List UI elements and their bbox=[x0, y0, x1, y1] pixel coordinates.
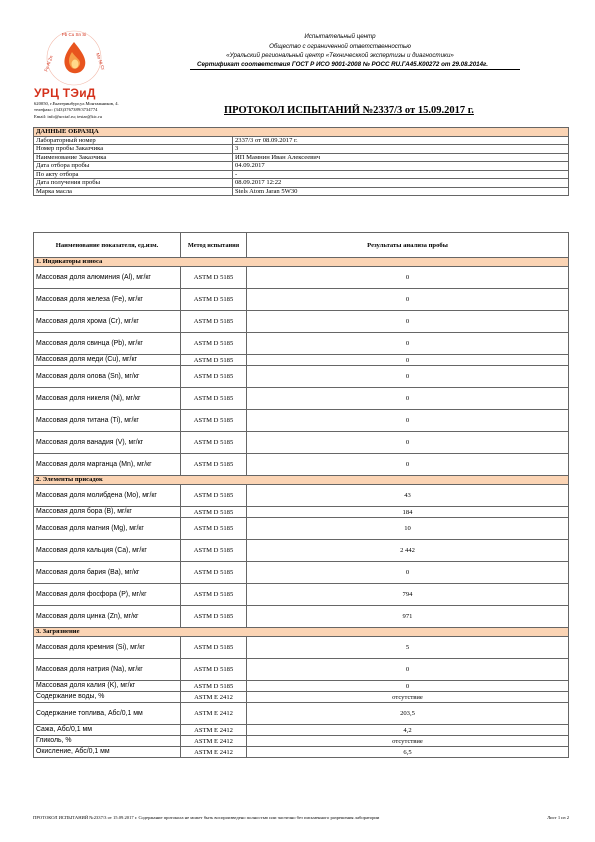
sample-row bbox=[34, 136, 569, 145]
test-method: ASTM D 5185 bbox=[181, 637, 247, 659]
header-certificate: Сертификат соответствия ГОСТ Р ИСО 9001-2008 № РОСС RU.ГА45.К00272 от 29.08.2014г. bbox=[197, 61, 488, 68]
sample-row bbox=[34, 170, 569, 179]
company-phone: телефакс: (343)3767389/3734774 bbox=[34, 107, 98, 113]
section-row bbox=[34, 258, 569, 267]
test-method: ASTM D 5185 bbox=[181, 355, 247, 366]
test-result: 794 bbox=[247, 584, 569, 606]
sample-value: ИП Мамнин Иван Алексеевич bbox=[233, 153, 569, 162]
result-row bbox=[34, 333, 569, 355]
indicator-name: Содержание топлива, Абс/0,1 мм bbox=[34, 703, 181, 725]
test-result: 0 bbox=[247, 355, 569, 366]
indicator-name: Массовая доля никеля (Ni), мг/кг bbox=[34, 388, 181, 410]
result-row bbox=[34, 681, 569, 692]
result-row bbox=[34, 736, 569, 747]
results-header-row bbox=[34, 233, 569, 258]
test-result: 4,2 bbox=[247, 725, 569, 736]
test-method: ASTM D 5185 bbox=[181, 454, 247, 476]
test-result: 971 bbox=[247, 606, 569, 628]
indicator-name: Массовая доля молибдена (Mo), мг/кг bbox=[34, 485, 181, 507]
company-contacts bbox=[34, 101, 164, 120]
test-method: ASTM E 2412 bbox=[181, 747, 247, 758]
svg-text:Mo Ni Cr: Mo Ni Cr bbox=[95, 52, 106, 71]
test-method: ASTM D 5185 bbox=[181, 410, 247, 432]
indicator-name: Массовая доля бора (B), мг/кг bbox=[34, 507, 181, 518]
test-method: ASTM D 5185 bbox=[181, 584, 247, 606]
sample-row bbox=[34, 187, 569, 196]
sample-value: 3 bbox=[233, 145, 569, 154]
sample-value: 2337/3 от 08.09.2017 г. bbox=[233, 136, 569, 145]
test-result: 0 bbox=[247, 659, 569, 681]
result-row bbox=[34, 692, 569, 703]
section-title: 3. Загрязнение bbox=[34, 628, 569, 637]
column-header-name: Наименование показателя, ед.изм. bbox=[34, 233, 181, 258]
results-body bbox=[34, 258, 569, 758]
result-row bbox=[34, 562, 569, 584]
test-result: 0 bbox=[247, 432, 569, 454]
column-header-method: Метод испытания bbox=[181, 233, 247, 258]
sample-label: Номер пробы Заказчика bbox=[34, 145, 233, 154]
test-method: ASTM D 5185 bbox=[181, 267, 247, 289]
result-row bbox=[34, 584, 569, 606]
indicator-name: Массовая доля хрома (Cr), мг/кг bbox=[34, 311, 181, 333]
sample-value: - bbox=[233, 170, 569, 179]
sample-value: Stels Atom Jaran 5W30 bbox=[233, 187, 569, 196]
sample-label: Лабораторный номер bbox=[34, 136, 233, 145]
result-row bbox=[34, 355, 569, 366]
test-result: 0 bbox=[247, 410, 569, 432]
test-result: 0 bbox=[247, 388, 569, 410]
result-row bbox=[34, 432, 569, 454]
test-result: 0 bbox=[247, 562, 569, 584]
result-row bbox=[34, 507, 569, 518]
result-row bbox=[34, 540, 569, 562]
indicator-name: Массовая доля меди (Cu), мг/кг bbox=[34, 355, 181, 366]
sample-data-heading: ДАННЫЕ ОБРАЗЦА bbox=[34, 128, 569, 137]
logo-brand-text: УРЦ ТЭиД bbox=[34, 86, 96, 100]
indicator-name: Массовая доля цинка (Zn), мг/кг bbox=[34, 606, 181, 628]
sample-label: Наименование Заказчика bbox=[34, 153, 233, 162]
test-method: ASTM D 5185 bbox=[181, 681, 247, 692]
sample-value: 04.09.2017 bbox=[233, 162, 569, 171]
test-result: 184 bbox=[247, 507, 569, 518]
result-row bbox=[34, 485, 569, 507]
test-method: ASTM D 5185 bbox=[181, 562, 247, 584]
section-row bbox=[34, 476, 569, 485]
result-row bbox=[34, 388, 569, 410]
results-table bbox=[33, 232, 569, 758]
test-method: ASTM D 5185 bbox=[181, 289, 247, 311]
test-method: ASTM D 5185 bbox=[181, 432, 247, 454]
indicator-name: Массовая доля магния (Mg), мг/кг bbox=[34, 518, 181, 540]
result-row bbox=[34, 267, 569, 289]
indicator-name: Гликоль, % bbox=[34, 736, 181, 747]
test-result: 203,5 bbox=[247, 703, 569, 725]
indicator-name: Массовая доля марганца (Mn), мг/кг bbox=[34, 454, 181, 476]
test-method: ASTM D 5185 bbox=[181, 333, 247, 355]
result-row bbox=[34, 366, 569, 388]
indicator-name: Массовая доля кремния (Si), мг/кг bbox=[34, 637, 181, 659]
header-divider bbox=[190, 69, 520, 70]
result-row bbox=[34, 454, 569, 476]
section-title: 2. Элементы присадок bbox=[34, 476, 569, 485]
section-title: 1. Индикаторы износа bbox=[34, 258, 569, 267]
sample-row bbox=[34, 162, 569, 171]
indicator-name: Массовая доля калия (K), мг/кг bbox=[34, 681, 181, 692]
test-result: 0 bbox=[247, 333, 569, 355]
result-row bbox=[34, 410, 569, 432]
indicator-name: Массовая доля фосфора (P), мг/кг bbox=[34, 584, 181, 606]
indicator-name: Массовая доля натрия (Na), мг/кг bbox=[34, 659, 181, 681]
test-method: ASTM D 5185 bbox=[181, 485, 247, 507]
test-result: 0 bbox=[247, 289, 569, 311]
test-method: ASTM D 5185 bbox=[181, 518, 247, 540]
footer bbox=[33, 815, 569, 820]
result-row bbox=[34, 289, 569, 311]
indicator-name: Массовая доля бария (Ba), мг/кг bbox=[34, 562, 181, 584]
test-result: 0 bbox=[247, 311, 569, 333]
result-row bbox=[34, 725, 569, 736]
test-method: ASTM D 5185 bbox=[181, 366, 247, 388]
test-method: ASTM D 5185 bbox=[181, 540, 247, 562]
test-result: 2 442 bbox=[247, 540, 569, 562]
result-row bbox=[34, 311, 569, 333]
result-row bbox=[34, 703, 569, 725]
test-result: 6,5 bbox=[247, 747, 569, 758]
company-address: 620050, г.Екатеринбург,ул.Монтажников, 4. bbox=[34, 101, 119, 106]
sample-row bbox=[34, 179, 569, 188]
result-row bbox=[34, 518, 569, 540]
indicator-name: Массовая доля железа (Fe), мг/кг bbox=[34, 289, 181, 311]
test-result: 0 bbox=[247, 681, 569, 692]
test-method: ASTM D 5185 bbox=[181, 388, 247, 410]
result-row bbox=[34, 747, 569, 758]
result-row bbox=[34, 606, 569, 628]
svg-text:Fe Al Zn: Fe Al Zn bbox=[43, 54, 54, 73]
test-method: ASTM E 2412 bbox=[181, 692, 247, 703]
indicator-name: Массовая доля кальция (Ca), мг/кг bbox=[34, 540, 181, 562]
sample-data-table bbox=[33, 127, 569, 196]
test-result: 43 bbox=[247, 485, 569, 507]
sample-value: 08.09.2017 12:22 bbox=[233, 179, 569, 188]
indicator-name: Окисление, Абс/0,1 мм bbox=[34, 747, 181, 758]
test-result: отсутствие bbox=[247, 736, 569, 747]
indicator-name: Массовая доля титана (Ti), мг/кг bbox=[34, 410, 181, 432]
header-center-name: Испытательный центр bbox=[304, 33, 376, 40]
test-method: ASTM D 5185 bbox=[181, 659, 247, 681]
header-org-name: «Уральский региональный центр «Техническкой экспертизы и диагностики» bbox=[226, 52, 454, 59]
footer-note: ПРОТОКОЛ ИСПЫТАНИЙ №2337/3 от 15.09.2017 г. Содержание протокола не может быть воспроизведено полностью или частично без письменного разрешения лаборатории bbox=[33, 815, 380, 820]
result-row bbox=[34, 637, 569, 659]
indicator-name: Массовая доля олова (Sn), мг/кг bbox=[34, 366, 181, 388]
sample-label: Дата получения пробы bbox=[34, 179, 233, 188]
company-email: Email: info@urctaf.ru; testar@ktc.ru bbox=[34, 113, 102, 119]
sample-label: Дата отбора пробы bbox=[34, 162, 233, 171]
test-method: ASTM E 2412 bbox=[181, 725, 247, 736]
test-result: 5 bbox=[247, 637, 569, 659]
test-method: ASTM D 5185 bbox=[181, 606, 247, 628]
protocol-title: ПРОТОКОЛ ИСПЫТАНИЙ №2337/3 от 15.09.2017 г. bbox=[224, 105, 474, 116]
test-result: 0 bbox=[247, 366, 569, 388]
test-method: ASTM E 2412 bbox=[181, 736, 247, 747]
sample-row bbox=[34, 153, 569, 162]
page-number: Лист 1 из 2 bbox=[547, 815, 569, 820]
header-org-type: Общество с ограниченной ответственностью bbox=[269, 43, 411, 50]
test-result: 0 bbox=[247, 454, 569, 476]
svg-text:Pb Cu Sn Si: Pb Cu Sn Si bbox=[61, 32, 87, 37]
column-header-result: Результаты анализа пробы bbox=[247, 233, 569, 258]
test-method: ASTM D 5185 bbox=[181, 507, 247, 518]
indicator-name: Массовая доля ванадия (V), мг/кг bbox=[34, 432, 181, 454]
sample-row bbox=[34, 145, 569, 154]
result-row bbox=[34, 659, 569, 681]
sample-label: По акту отбора bbox=[34, 170, 233, 179]
test-method: ASTM E 2412 bbox=[181, 703, 247, 725]
test-result: 0 bbox=[247, 267, 569, 289]
test-method: ASTM D 5185 bbox=[181, 311, 247, 333]
test-result: отсутствие bbox=[247, 692, 569, 703]
test-result: 10 bbox=[247, 518, 569, 540]
indicator-name: Массовая доля свинца (Pb), мг/кг bbox=[34, 333, 181, 355]
sample-data-heading-row bbox=[34, 128, 569, 137]
section-row bbox=[34, 628, 569, 637]
indicator-name: Сажа, Абс/0,1 мм bbox=[34, 725, 181, 736]
indicator-name: Массовая доля алюминия (Al), мг/кг bbox=[34, 267, 181, 289]
sample-label: Марка масла bbox=[34, 187, 233, 196]
indicator-name: Содержание воды, % bbox=[34, 692, 181, 703]
